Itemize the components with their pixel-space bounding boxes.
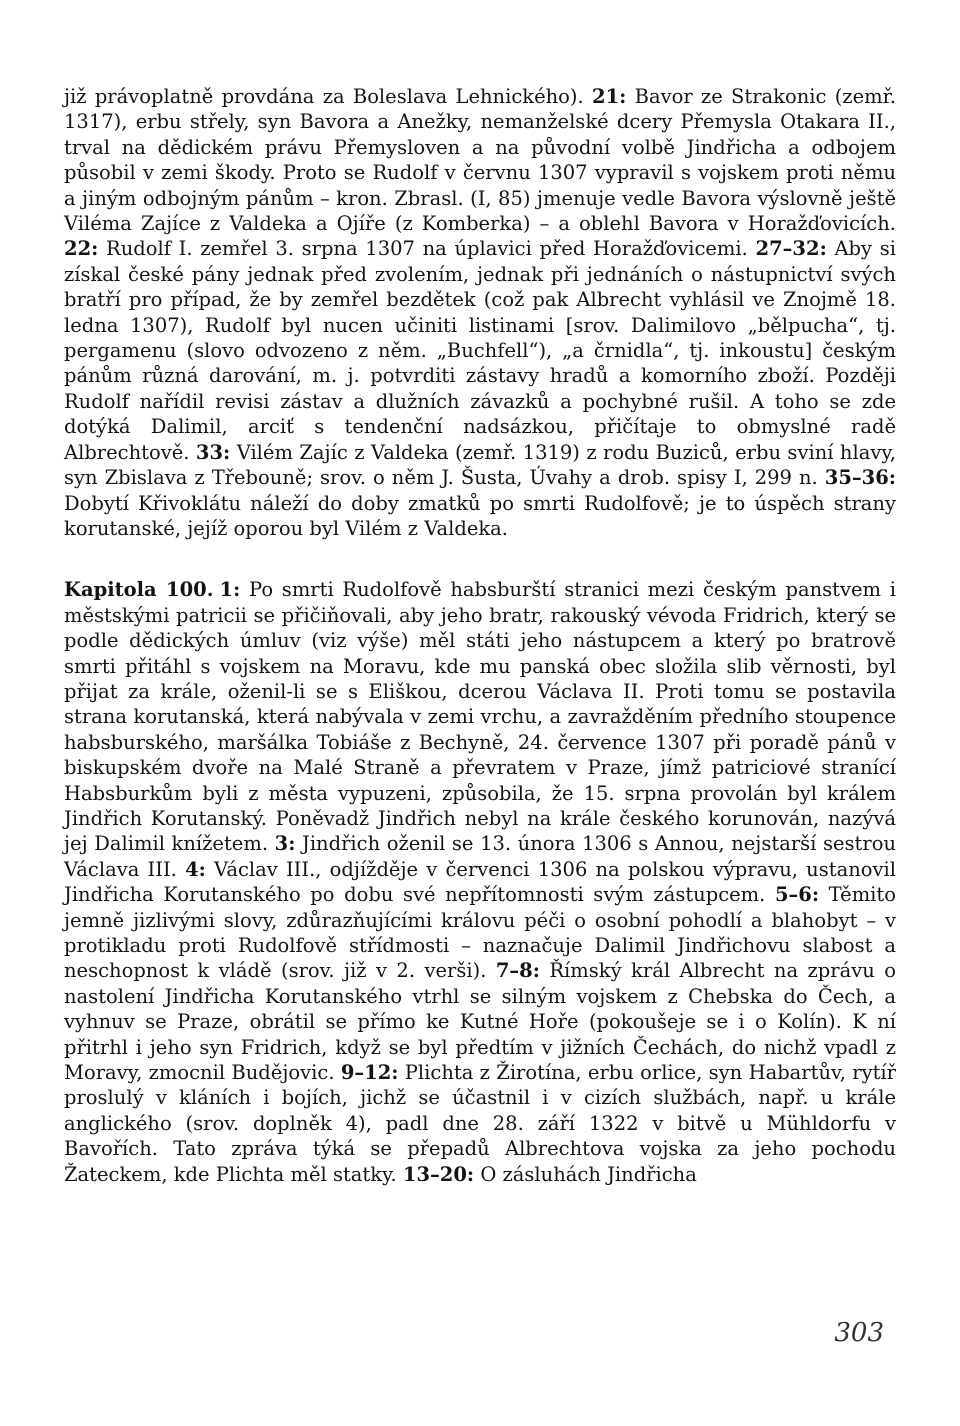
- paragraph-kapitola-100: [64, 577, 896, 1187]
- commentary-text: Plichta z Žirotína, erbu orlice, syn Habartův, rytíř proslulý v kláních i bojích, jichž se účastnil i v cizích službách, např. u krále anglického (srov. doplněk 4), padl dne 28. září 1322 v bitvě u Mühldorfu v Bavořích. Tato zpráva týká se přepadů Albrechtova vojska za jeho pochodu Žateckem, kde Plichta měl statky.: [64, 1061, 896, 1186]
- verse-reference: 33:: [195, 440, 231, 464]
- commentary-text: Rudolf I. zemřel 3. srpna 1307 na úplavici před Horažďovicemi.: [98, 237, 756, 261]
- verse-reference: 22:: [64, 237, 99, 261]
- commentary-text: Bavor ze Strakonic (zemř. 1317), erbu střely, syn Bavora a Anežky, nemanželské dcery Přemysla Otakara II., trval na dědickém právu Přemysloven a na původní volbě Jindřicha a odbojem působil v zemi škody. Proto se Rudolf v červnu 1307 vypravil s vojskem proti němu a jiným odbojným pánům – kron. Zbrasl. (I, 85) jmenuje vedle Bavora výslovně ještě Viléma Zajíce z Valdeka a Ojíře (z Komberka) – a oblehl Bavora v Horažďovicích.: [64, 85, 896, 236]
- commentary-text: Dobytí Křivoklátu náleží do doby zmatků po smrti Rudolfově; je to úspěch strany korutanské, jejíž oporou byl Vilém z Valdeka.: [64, 491, 896, 540]
- verse-reference: 9–12:: [340, 1061, 399, 1085]
- verse-reference: 5–6:: [774, 883, 820, 907]
- paragraph-intro: [64, 84, 896, 541]
- commentary-text: Jindřich oženil se 13. února 1306 s Annou, nejstarší sestrou Václava III.: [64, 832, 896, 881]
- commentary-text: Těmito jemně jizlivými slovy, zdůrazňujícími královu péči o osobní pohodlí a blahobyt – v protikladu proti Rudolfově střídmosti – naznačuje Dalimil Jindřichovu slabost a neschopnost k vládě (srov. již v 2. verši).: [64, 883, 896, 983]
- verse-reference: 3:: [274, 832, 296, 856]
- verse-reference: 7–8:: [495, 959, 540, 983]
- chapter-heading: Kapitola 100.: [64, 578, 214, 602]
- commentary-text: Po smrti Rudolfově habsburští stranici mezi českým panstvem i městskými patricii se přičiňovali, aby jeho bratr, rakouský vévoda Fridrich, který se podle dědických úmluv (viz výše) měl státi jeho nástupcem a který po bratrově smrti přitáhl s vojskem na Moravu, kde mu panská obec složila slib věrnosti, byl přijat za krále, oženil-li se s Eliškou, dcerou Václava II. Proti tomu se postavila strana korutanská, která nabývala v zemi vrchu, a zavražděním předního stoupence habsburského, maršálka Tobiáše z Bechyně, 24. července 1307 při poradě pánů v biskupském dvoře na Malé Straně a převratem v Praze, jímž patriciové stranící Habsburkům byli z města vypuzeni, způsobila, že 15. srpna provolán byl králem Jindřich Korutanský. Poněvadž Jindřich nebyl na krále českého korunován, nazývá jej Dalimil knížetem.: [64, 578, 896, 856]
- verse-reference: 27–32:: [755, 237, 827, 261]
- verse-reference: 35–36:: [824, 466, 896, 490]
- verse-reference: 13–20:: [402, 1162, 475, 1186]
- commentary-text: Aby si získal české pány jednak před zvolením, jednak při jednáních o nástupnictví svých bratří pro případ, že by zemřel bezdětek (což pak Albrecht vyhlásil ve Znojmě 18. ledna 1307), Rudolf byl nucen učiniti listinami [srov. Dalimilovo „bělpucha“, tj. pergamenu (slovo odvozeno z něm. „Buchfell“), „a črnidla“, tj. inkoustu] českým pánům různá darování, m. j. potvrditi zástavy hradů a komorního zboží. Později Rudolf nařídil revisi zástav a dlužních závazků a pochybné rušil. A toho se zde dotýká Dalimil, arciť s tendenční nadsázkou, přičítaje to obmyslné radě Albrechtově.: [64, 237, 896, 464]
- verse-reference: 1:: [219, 578, 241, 602]
- commentary-text: O zásluhách Jindřicha: [474, 1162, 697, 1186]
- commentary-text: Václav III., odjížděje v červenci 1306 na polskou výpravu, ustanovil Jindřicha Korutanského po dobu své nepřítomnosti svým zástupcem.: [64, 857, 896, 907]
- commentary-text: již právoplatně provdána za Boleslava Lehnického).: [64, 85, 592, 108]
- verse-reference: 21:: [592, 85, 627, 108]
- page-number: 303: [834, 1318, 884, 1348]
- commentary-text: Římský král Albrecht na zprávu o nastolení Jindřicha Korutanského vtrhl se silným vojskem z Chebska do Čech, a vyhnuv se Praze, obrátil se přímo ke Kutné Hoře (pokoušeje se i o Kolín). K ní přitrhl i jeho syn Fridrich, když se byl předtím v jižních Čechách, do nichž vpadl z Moravy, zmocnil Budějovic.: [64, 959, 896, 1085]
- page-body: [64, 84, 896, 1187]
- commentary-text: Vilém Zajíc z Valdeka (zemř. 1319) z rodu Buziců, erbu sviní hlavy, syn Zbislava z Třebouně; srov. o něm J. Šusta, Úvahy a drob. spisy I, 299 n.: [64, 440, 896, 490]
- verse-reference: 4:: [185, 857, 206, 881]
